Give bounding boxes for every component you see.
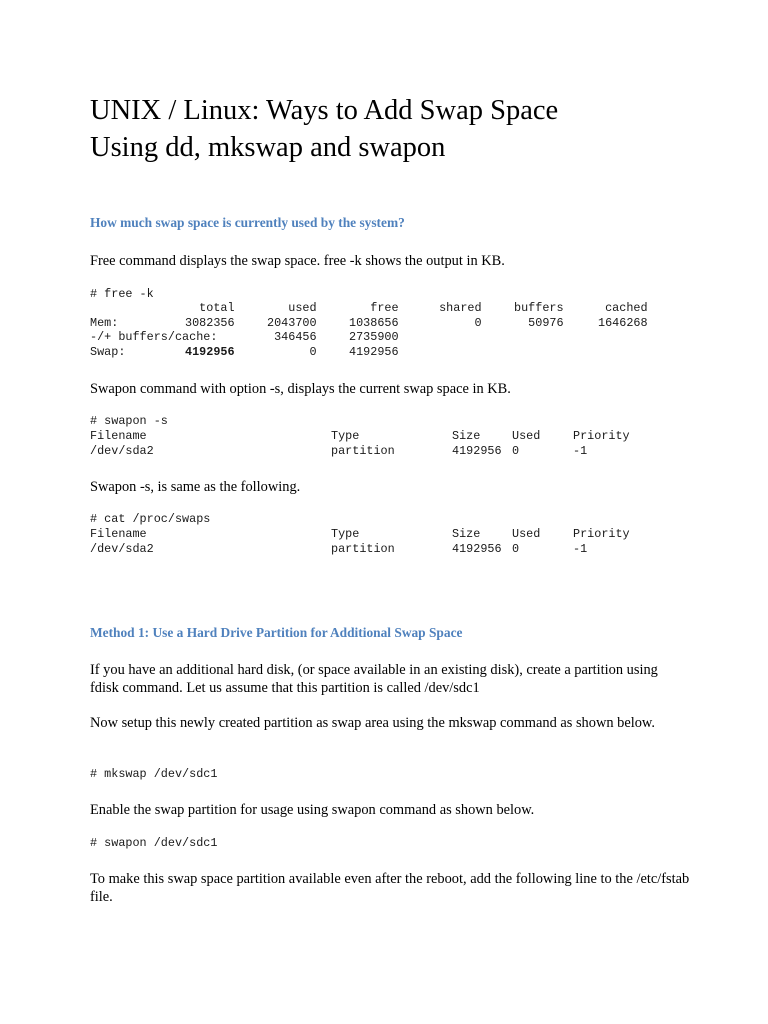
swapon-output-table <box>90 429 653 458</box>
table-row <box>90 542 653 557</box>
table-cell: -1 <box>573 443 588 458</box>
header-cell: buffers <box>514 301 564 315</box>
section-heading-swap-usage: How much swap space is currently used by the system? <box>90 215 405 230</box>
paragraph-free-command: Free command displays the swap space. free -k shows the output in KB. <box>90 253 505 269</box>
table-cell: partition <box>331 541 395 556</box>
paragraph-swapon-s: Swapon command with option -s, displays the current swap space in KB. <box>90 381 511 397</box>
table-cell: 2043700 <box>267 315 317 330</box>
table-header-row <box>90 527 653 542</box>
header-cell <box>90 301 185 316</box>
table-cell: -/+ buffers/cache: <box>90 330 218 345</box>
header-cell: Type <box>331 527 360 541</box>
table-header-row <box>90 301 648 316</box>
table-cell: 4192956 <box>452 443 502 458</box>
header-cell: cached <box>605 301 648 315</box>
table-cell: 3082356 <box>185 315 235 330</box>
title-line-2: Using dd, mkswap and swapon <box>90 132 446 163</box>
table-cell: /dev/sda2 <box>90 541 154 556</box>
title-line-1: UNIX / Linux: Ways to Add Swap Space <box>90 95 559 126</box>
paragraph-mkswap: Now setup this newly created partition as swap area using the mkswap command as shown below. <box>90 715 655 731</box>
table-cell: 4192956 <box>452 541 502 556</box>
table-cell: 0 <box>512 541 520 556</box>
table-row <box>90 316 648 331</box>
table-cell: 1038656 <box>349 315 399 330</box>
table-cell: /dev/sda2 <box>90 443 154 458</box>
header-cell: Size <box>452 429 481 443</box>
header-cell: shared <box>439 301 482 315</box>
code-cat-proc-swaps: # cat /proc/swaps <box>90 512 211 526</box>
table-cell: 4192956 <box>349 344 399 359</box>
table-cell: -1 <box>573 541 588 556</box>
table-row <box>90 330 648 345</box>
header-cell: Size <box>452 527 481 541</box>
header-cell: Filename <box>90 527 147 541</box>
table-cell: 2735900 <box>349 330 399 345</box>
table-cell: Mem: <box>90 315 119 330</box>
table-cell: 50976 <box>528 315 564 330</box>
swap-total-cell: 4192956 <box>185 344 235 359</box>
code-swapon-device: # swapon /dev/sdc1 <box>90 836 218 850</box>
table-row <box>90 444 653 459</box>
paragraph-fstab: To make this swap space partition available even after the reboot, add the following line to the /etc/fstab file. <box>90 871 690 905</box>
header-cell: Used <box>512 527 541 541</box>
header-cell: Used <box>512 429 541 443</box>
table-cell: 0 <box>309 344 317 359</box>
code-mkswap: # mkswap /dev/sdc1 <box>90 767 218 781</box>
header-cell: Type <box>331 429 360 443</box>
header-cell: used <box>288 301 317 315</box>
table-cell: Swap: <box>90 344 126 359</box>
table-header-row <box>90 429 653 444</box>
table-cell: 1646268 <box>598 315 648 330</box>
header-cell: free <box>370 301 399 315</box>
header-cell: Priority <box>573 527 630 541</box>
paragraph-additional-disk: If you have an additional hard disk, (or space available in an existing disk), create a partition using fdisk command. Let us assume that this partition is called /dev/sdc1 <box>90 662 658 696</box>
proc-swaps-output-table <box>90 527 653 556</box>
code-free-command: # free -k <box>90 287 154 301</box>
paragraph-enable-swap: Enable the swap partition for usage using swapon command as shown below. <box>90 802 535 818</box>
section-heading-method-1: Method 1: Use a Hard Drive Partition for Additional Swap Space <box>90 625 463 640</box>
header-cell: Priority <box>573 429 630 443</box>
table-cell: 0 <box>474 315 482 330</box>
header-cell: total <box>199 301 235 315</box>
table-cell: 346456 <box>274 330 317 345</box>
table-row <box>90 345 648 360</box>
header-cell: Filename <box>90 429 147 443</box>
paragraph-swapon-same: Swapon -s, is same as the following. <box>90 479 301 495</box>
table-cell: 0 <box>512 443 520 458</box>
code-swapon-s: # swapon -s <box>90 414 168 428</box>
page-title <box>90 92 730 166</box>
free-output-table <box>90 301 648 359</box>
table-cell: partition <box>331 443 395 458</box>
